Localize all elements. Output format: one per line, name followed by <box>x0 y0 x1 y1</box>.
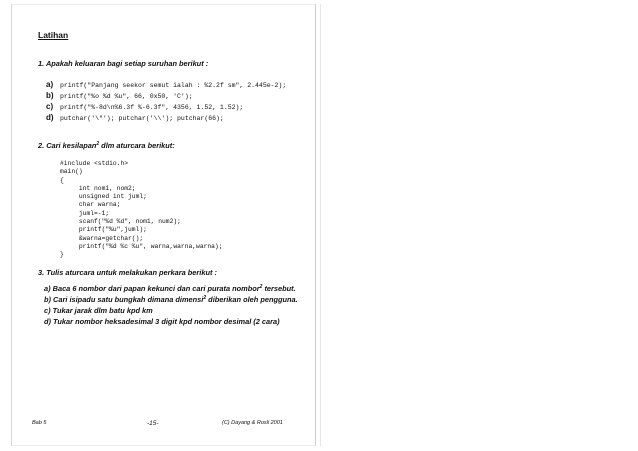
question-1-option-d <box>46 113 224 122</box>
question-3-item-a <box>44 284 296 293</box>
question-2-label-text: 2. Cari kesilapan <box>38 141 97 150</box>
question-3-item-b <box>44 295 298 304</box>
question-3-item-c <box>44 306 153 315</box>
superscript: 2 <box>96 140 100 147</box>
option-letter: a) <box>46 80 54 89</box>
section-title: Latihan <box>38 30 69 40</box>
option-code: printf("Panjang seekor semut ialah : %2.2f sm", 2.445e-2); <box>60 82 287 89</box>
footer-page-number: -15- <box>147 420 159 427</box>
option-letter: c) <box>46 102 54 111</box>
question-3-label: 3. Tulis aturcara untuk melakukan perkara berikut : <box>38 268 217 277</box>
item-text: a) Baca 6 nombor dari papan kekunci dan cari purata nombor <box>44 284 260 293</box>
footer-chapter: Bab 5 <box>32 420 47 426</box>
question-1-option-a <box>46 80 286 89</box>
option-code: printf("%o %d %u", 66, 0x50, 'C'); <box>60 93 193 100</box>
question-1-label: 1. Apakah keluaran bagi setiap suruhan berikut : <box>38 59 209 68</box>
item-text: d) Tukar nombor heksadesimal 3 digit kpd nombor desimal (2 cara) <box>44 317 280 326</box>
option-letter: b) <box>46 91 54 100</box>
item-text: c) Tukar jarak dlm batu kpd km <box>44 306 153 315</box>
item-text: b) Cari isipadu satu bungkah dimana dimensi <box>44 295 204 304</box>
question-2-label <box>38 141 175 150</box>
question-3-item-d <box>44 317 280 326</box>
blank-page <box>320 4 630 446</box>
footer-copyright: (C) Dayang & Rosli 2001 <box>222 420 283 426</box>
superscript: 2 <box>259 283 263 290</box>
item-text-tail: diberikan oleh pengguna. <box>206 295 298 304</box>
question-1-option-c <box>46 102 243 111</box>
option-code: printf("%-8d\n%6.3f %-6.3f", 4356, 1.52, 1.52); <box>60 104 244 111</box>
superscript: 2 <box>203 294 207 301</box>
option-code: putchar('\"'); putchar('\\'); putchar(66); <box>60 115 224 122</box>
question-1-option-b <box>46 91 193 100</box>
question-2-label-tail: dlm aturcara berikut: <box>99 141 175 150</box>
code-listing: #include <stdio.h> main() { int nom1, nom2; unsigned int juml; char warna; juml=-1; scanf("%d %d", nom1, num2); printf("%u",juml); &warna=getchar(); printf("%d %c %u", warna,warna,warna); } <box>60 160 223 259</box>
item-text-tail: tersebut. <box>262 284 296 293</box>
option-letter: d) <box>46 113 54 122</box>
